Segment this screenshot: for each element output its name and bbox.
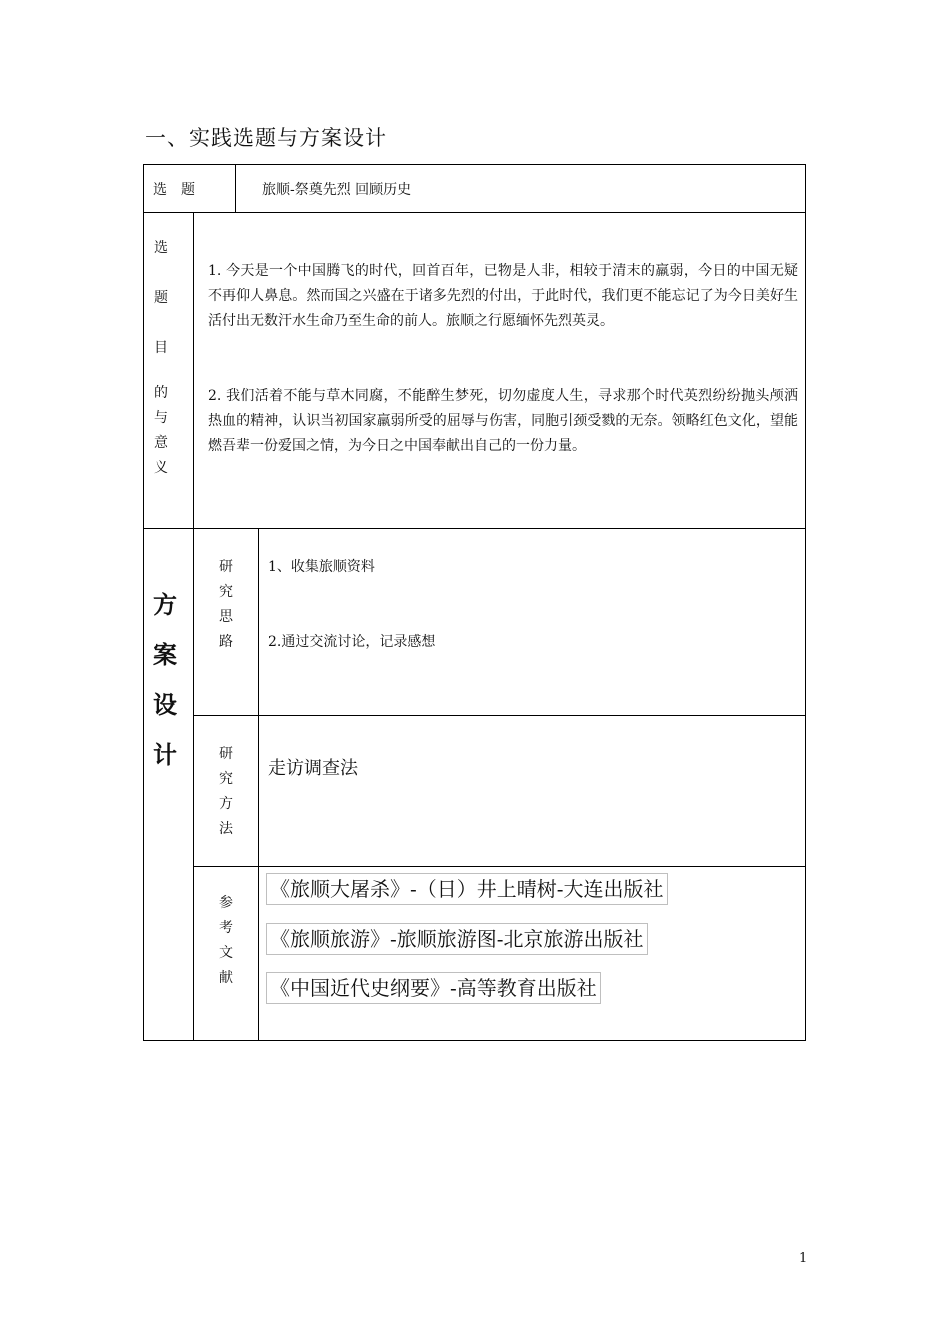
table-border-left — [143, 164, 144, 1041]
label-char: 参 — [219, 895, 233, 911]
section-heading: 一、实践选题与方案设计 — [145, 126, 387, 150]
significance-paragraph-1: 1. 今天是一个中国腾飞的时代，回首百年，已物是人非，相较于清末的羸弱，今日的中国无疑不再仰人鼻息。然而国之兴盛在于诸多先烈的付出，于此时代，我们更不能忘记了为今日美好生活付出无数汗水生命乃至生命的前人。旅顺之行愿缅怀先烈英灵。 — [208, 263, 798, 329]
label-char: 案 — [153, 641, 177, 669]
label-char: 路 — [219, 634, 233, 650]
method-value: 走访调查法 — [268, 758, 358, 779]
approach-item-2: 2.通过交流讨论，记录感想 — [268, 634, 436, 650]
topic-value: 旅顺-祭奠先烈 回顾历史 — [262, 182, 412, 198]
method-label — [216, 742, 236, 842]
table-border-top — [143, 164, 806, 165]
label-char: 与 — [154, 410, 168, 426]
row-divider — [193, 866, 806, 867]
label-char: 题 — [154, 290, 168, 306]
label-char: 献 — [219, 970, 233, 986]
page-number: 1 — [799, 1251, 808, 1266]
label-char: 考 — [219, 920, 233, 936]
reference-item: 《旅顺旅游》-旅顺旅游图-北京旅游出版社 — [266, 923, 648, 955]
label-char: 思 — [219, 609, 233, 625]
label-char: 究 — [219, 584, 233, 600]
row-divider — [143, 212, 806, 213]
row-divider — [193, 715, 806, 716]
reference-item: 《中国近代史纲要》-高等教育出版社 — [266, 972, 601, 1004]
label-char: 选 — [154, 240, 168, 256]
label-char: 义 — [154, 460, 168, 476]
approach-item-1: 1、收集旅顺资料 — [268, 559, 375, 575]
reference-item: 《旅顺大屠杀》-（日）井上晴树-大连出版社 — [266, 873, 668, 905]
label-char: 研 — [219, 559, 233, 575]
label-char: 文 — [219, 945, 233, 961]
approach-label — [216, 555, 236, 655]
label-char: 计 — [153, 741, 177, 769]
label-char: 方 — [153, 591, 177, 619]
label-char: 的 — [154, 385, 168, 401]
label-char: 方 — [219, 796, 233, 812]
label-char: 研 — [219, 746, 233, 762]
row-divider — [143, 528, 806, 529]
table-border-bottom — [143, 1040, 806, 1041]
col-divider — [235, 164, 236, 212]
label-char: 目 — [154, 340, 168, 356]
significance-paragraph-2: 2. 我们活着不能与草木同腐，不能醉生梦死，切勿虚度人生，寻求那个时代英烈纷纷抛头颅洒热血的精神，认识当初国家羸弱所受的屈辱与伤害，同胞引颈受戮的无奈。领略红色文化，望能燃吾辈一份爱国之情，为今日之中国奉献出自己的一份力量。 — [208, 388, 798, 454]
label-char: 设 — [153, 691, 177, 719]
label-char: 法 — [219, 821, 233, 837]
col-divider — [258, 528, 259, 1041]
label-char: 究 — [219, 771, 233, 787]
significance-label — [151, 236, 171, 481]
label-char: 意 — [154, 435, 168, 451]
plan-design-label — [148, 580, 182, 780]
col-divider — [193, 212, 194, 1041]
topic-label: 选 题 — [153, 182, 195, 198]
table-border-right — [805, 164, 806, 1041]
references-label — [216, 891, 236, 991]
